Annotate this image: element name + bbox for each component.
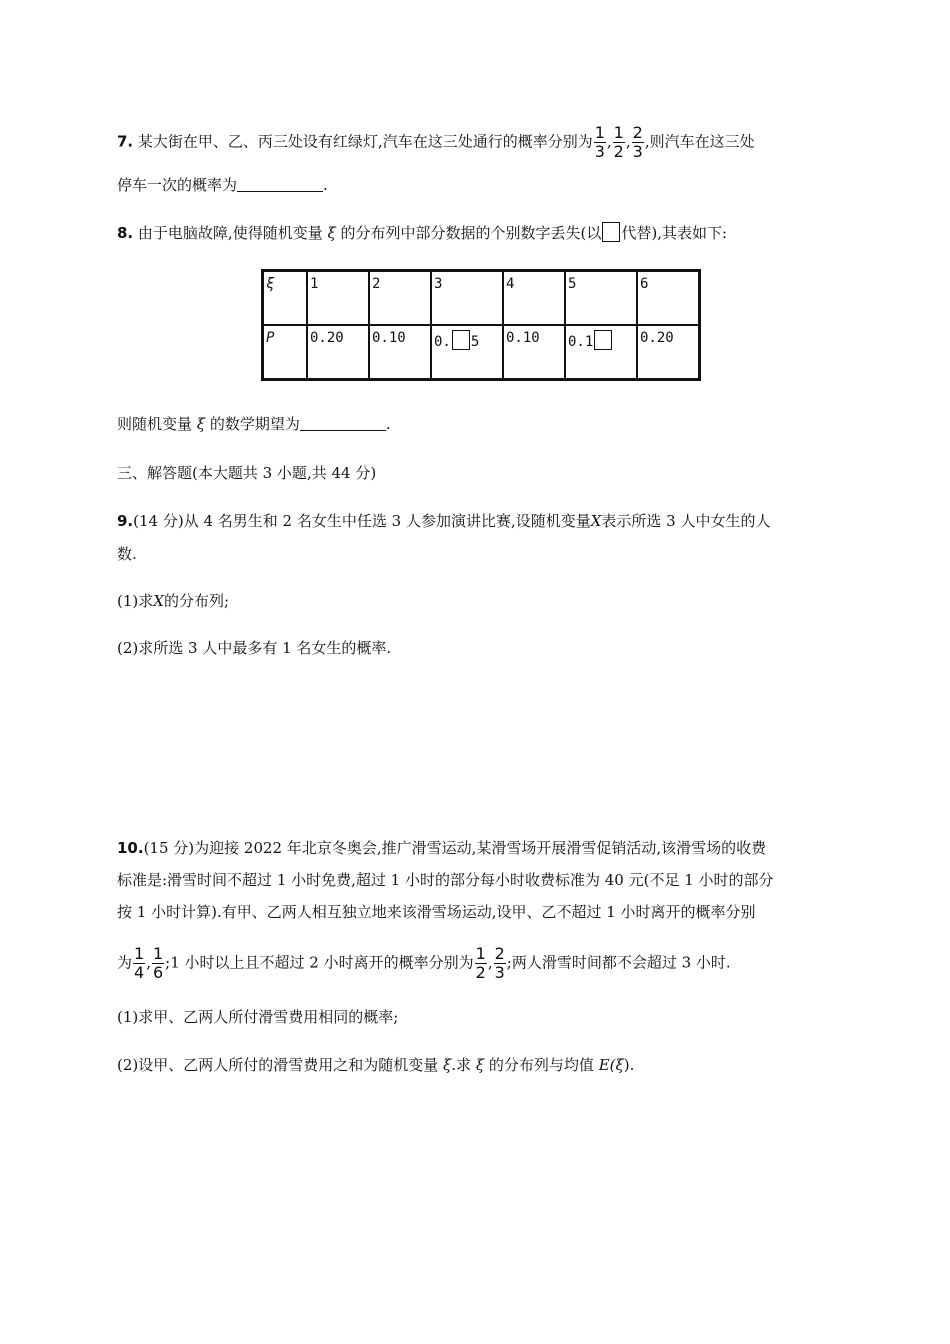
q7-fraction-1: $\frac{1}{3}$ [594, 123, 605, 161]
q10-line3: 按 1 小时计算).有甲、乙两人相互独立地来该滑雪场运动,设甲、乙不超过 1 小时离开的概率分别 [117, 903, 756, 921]
table-header-cell: 2 [369, 271, 431, 326]
xi-symbol: ξ [327, 224, 336, 242]
q10-fraction-1: $\frac{1}{4}$ [134, 944, 145, 982]
q7-text-b: ,则汽车在这三处 [644, 132, 755, 151]
q7-number: 7. [117, 132, 134, 151]
q8-number: 8. [117, 224, 134, 242]
q10-line2: 标准是:滑雪时间不超过 1 小时免费,超过 1 小时的部分每小时收费标准为 40 元(不足 1 小时的部分 [117, 871, 774, 889]
q7-text-a: 某大街在甲、乙、丙三处设有红绿灯,汽车在这三处通行的概率分别为 [137, 132, 593, 151]
table-header-cell: 4 [503, 271, 565, 326]
table-cell: 0.20 [637, 325, 700, 380]
q10-part2: (2)设甲、乙两人所付的滑雪费用之和为随机变量 ξ.求 ξ 的分布列与均值 E(ξ). [117, 1056, 635, 1074]
q9-line2: 数. [117, 545, 137, 563]
table-row-label: P [263, 325, 308, 380]
table-header-cell: 3 [431, 271, 503, 326]
q10-number: 10. [117, 839, 144, 857]
q9-part2: (2)求所选 3 人中最多有 1 名女生的概率. [117, 639, 392, 657]
table-cell: 0.20 [307, 325, 369, 380]
q8-after-line: 则随机变量 ξ 的数学期望为 . [117, 415, 391, 433]
table-cell: 0. 5 [431, 325, 503, 380]
q9-line1: 9.(14 分)从 4 名男生和 2 名女生中任选 3 人参加演讲比赛,设随机变量X表示所选 3 人中女生的人 [117, 512, 771, 530]
table-cell: 0.10 [503, 325, 565, 380]
table-header-cell: 1 [307, 271, 369, 326]
q9-number: 9. [117, 512, 134, 530]
table-header-row [263, 271, 700, 326]
q7-fraction-3: $\frac{2}{3}$ [632, 123, 643, 161]
missing-digit-box [452, 330, 470, 350]
q8-line1: 8. 由于电脑故障,使得随机变量 ξ 的分布列中部分数据的个别数字丢失(以 代替),其表如下: [117, 224, 728, 242]
missing-digit-box [602, 222, 620, 242]
q8-answer-blank [300, 414, 386, 431]
q10-line1: 10.(15 分)为迎接 2022 年北京冬奥会,推广滑雪运动,某滑雪场开展滑雪促销活动,该滑雪场的收费 [117, 839, 767, 857]
distribution-table [261, 269, 701, 381]
missing-digit-box [594, 330, 612, 350]
table-header-cell: 5 [565, 271, 637, 326]
q7-answer-blank [237, 175, 323, 192]
q10-line4: 为 $\frac{1}{4}$ , $\frac{1}{6}$ ;1 小时以上且不超过 2 小时离开的概率分别为 $\frac{1}{2}$ , $\frac{2}{3}$ ;两人滑雪时间都不会超过 3 小时. [117, 944, 731, 982]
q10-part1: (1)求甲、乙两人所付滑雪费用相同的概率; [117, 1008, 399, 1026]
q10-fraction-3: $\frac{1}{2}$ [475, 944, 486, 982]
q10-fraction-2: $\frac{1}{6}$ [152, 944, 164, 982]
q10-fraction-4: $\frac{2}{3}$ [494, 944, 505, 982]
q9-part1: (1)求X的分布列; [117, 592, 229, 610]
table-header-cell: 6 [637, 271, 700, 326]
q7-line1: 7. 某大街在甲、乙、丙三处设有红绿灯,汽车在这三处通行的概率分别为 $\frac{1}{3}$ , $\frac{1}{2}$ , $\frac{2}{3}$ ,则汽车在这三处 [117, 123, 755, 161]
section-title: 三、解答题(本大题共 3 小题,共 44 分) [117, 464, 377, 482]
table-cell: 0.1 [565, 325, 637, 380]
q7-fraction-2: $\frac{1}{2}$ [613, 123, 624, 161]
table-row [263, 325, 700, 380]
q7-line2: 停车一次的概率为 . [117, 176, 328, 194]
table-header-cell: ξ [263, 271, 308, 326]
table-cell: 0.10 [369, 325, 431, 380]
